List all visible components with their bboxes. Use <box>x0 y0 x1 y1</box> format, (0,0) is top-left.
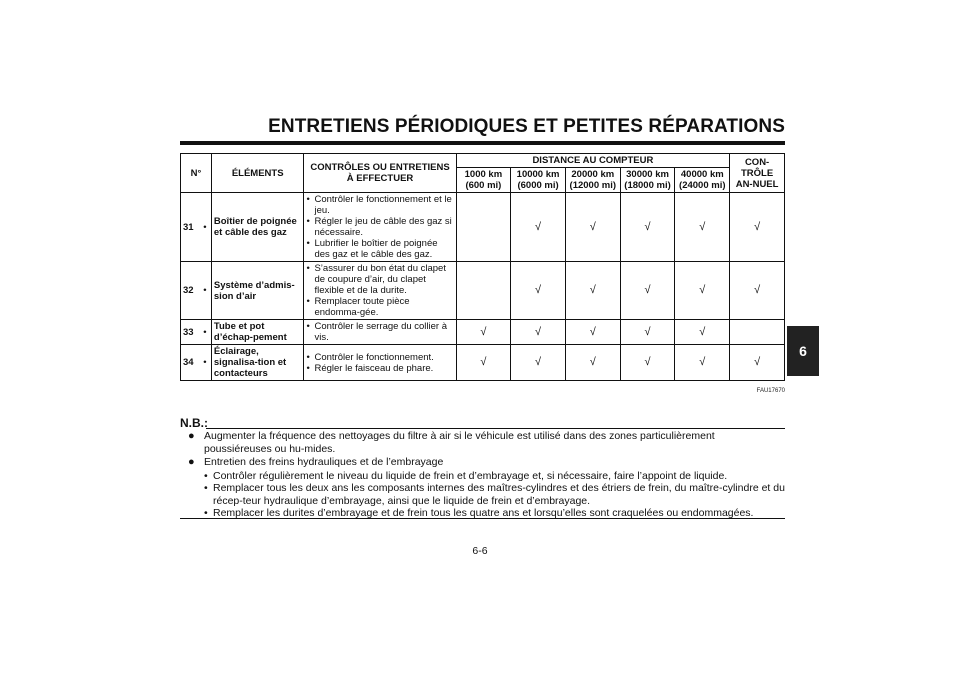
row-controls <box>304 320 456 345</box>
note-subitem-text: Remplacer les durites d’embrayage et de frein tous les quatre ans et lorsqu’elles sont craquelées ou endommagées. <box>213 507 754 519</box>
bullet-dot-icon: • <box>204 469 208 482</box>
col-header-elements: ÉLÉMENTS <box>211 154 304 193</box>
control-item: • Lubrifier le boîtier de poignée des gaz et le câble des gaz. <box>306 238 453 260</box>
note-subitem-text: Contrôler régulièrement le niveau du liquide de frein et d’embrayage et, si nécessaire, faire l’appoint de liquide. <box>213 469 728 482</box>
check-mark <box>456 262 511 320</box>
distance-mi: (24000 mi) <box>679 180 726 191</box>
notes-bottom-rule <box>180 518 785 519</box>
row-controls <box>304 193 456 262</box>
table-row <box>181 320 785 345</box>
controls-list <box>306 194 453 260</box>
notes-heading: N.B.: <box>180 416 208 430</box>
distance-mi: (6000 mi) <box>517 180 559 191</box>
distance-km: 10000 km <box>516 169 560 180</box>
table-row <box>181 345 785 381</box>
controls-list <box>306 263 453 318</box>
check-mark: √ <box>730 345 785 381</box>
distance-header <box>675 168 730 193</box>
check-mark: √ <box>620 262 675 320</box>
distance-km: 30000 km <box>626 169 669 180</box>
note-subitem <box>188 482 785 507</box>
check-mark: √ <box>565 193 620 262</box>
check-mark <box>730 320 785 345</box>
reference-code: FAU17670 <box>756 388 785 394</box>
table-row <box>181 262 785 320</box>
row-controls <box>304 345 456 381</box>
check-mark: √ <box>675 262 730 320</box>
notes-body <box>188 430 785 520</box>
check-mark: √ <box>456 320 511 345</box>
bullet-disc-icon: ● <box>188 430 195 442</box>
check-mark: √ <box>730 262 785 320</box>
controls-list <box>306 352 453 374</box>
notes-top-rule <box>206 428 785 429</box>
row-element: Tube et pot d’échap-pement <box>211 320 304 345</box>
check-mark: √ <box>675 345 730 381</box>
check-mark <box>456 193 511 262</box>
check-mark: √ <box>565 345 620 381</box>
row-element: Éclairage, signalisa-tion et contacteurs <box>211 345 304 381</box>
distance-header <box>620 168 675 193</box>
control-item: • Contrôler le fonctionnement. <box>306 352 453 363</box>
chapter-tab: 6 <box>787 326 819 376</box>
distance-header <box>565 168 620 193</box>
col-header-annual: CON-TRÔLE AN-NUEL <box>730 154 785 193</box>
check-mark: √ <box>675 193 730 262</box>
note-subitem-text: Remplacer tous les deux ans les composants internes des maîtres-cylindres et des étriers de frein, du maître-cylindre et du récep-teur hydraulique d’embrayage, ainsi que le liquide de frein et d’embrayage. <box>213 482 785 507</box>
row-element: Boîtier de poignée et câble des gaz <box>211 193 304 262</box>
distance-mi: (18000 mi) <box>624 180 671 191</box>
check-mark: √ <box>675 320 730 345</box>
distance-mi: (600 mi) <box>465 180 502 191</box>
bullet-dot-icon: • <box>204 482 208 494</box>
row-bullet: • <box>199 262 211 320</box>
distance-mi: (12000 mi) <box>569 180 617 191</box>
note-text: Augmenter la fréquence des nettoyages du filtre à air si le véhicule est utilisé dans des zones particulièrement poussiéreuses ou hu-mides. <box>204 430 715 455</box>
check-mark: √ <box>565 320 620 345</box>
row-element: Système d’admis-sion d’air <box>211 262 304 320</box>
table-row <box>181 193 785 262</box>
control-item: • S’assurer du bon état du clapet de coupure d’air, du clapet flexible et de la durite. <box>306 263 453 296</box>
check-mark: √ <box>565 262 620 320</box>
note-item <box>188 430 785 455</box>
check-mark: √ <box>511 262 566 320</box>
control-item: • Régler le faisceau de phare. <box>306 363 453 374</box>
bullet-disc-icon: ● <box>188 456 195 468</box>
control-item: • Régler le jeu de câble des gaz si nécessaire. <box>306 216 453 238</box>
col-header-num: N° <box>181 154 212 193</box>
distance-km: 1000 km <box>464 169 503 180</box>
row-bullet: • <box>199 345 211 381</box>
row-number: 32 <box>181 262 199 320</box>
distance-km: 20000 km <box>571 169 615 180</box>
note-text: Entretien des freins hydrauliques et de l’embrayage <box>204 456 444 468</box>
check-mark: √ <box>456 345 511 381</box>
row-bullet: • <box>199 193 211 262</box>
check-mark: √ <box>620 320 675 345</box>
row-controls <box>304 262 456 320</box>
controls-list <box>306 321 453 343</box>
control-item: • Contrôler le serrage du collier à vis. <box>306 321 453 343</box>
row-number: 31 <box>181 193 199 262</box>
check-mark: √ <box>620 345 675 381</box>
check-mark: √ <box>511 193 566 262</box>
row-bullet: • <box>199 320 211 345</box>
maintenance-table <box>180 153 785 381</box>
distance-km: 40000 km <box>680 169 724 180</box>
distance-header <box>456 168 511 193</box>
check-mark: √ <box>511 320 566 345</box>
row-number: 34 <box>181 345 199 381</box>
col-header-controls: CONTRÔLES OU ENTRETIENS À EFFECTUER <box>304 154 456 193</box>
note-item <box>188 456 785 469</box>
row-number: 33 <box>181 320 199 345</box>
check-mark: √ <box>511 345 566 381</box>
bullet-dot-icon: • <box>204 507 208 519</box>
col-header-distance: DISTANCE AU COMPTEUR <box>456 154 730 168</box>
table-body <box>181 193 785 381</box>
page-number: 6-6 <box>472 545 488 557</box>
page-title: ENTRETIENS PÉRIODIQUES ET PETITES RÉPARATIONS <box>268 116 785 137</box>
note-subitem <box>188 470 785 483</box>
title-rule <box>180 141 785 145</box>
check-mark: √ <box>620 193 675 262</box>
check-mark: √ <box>730 193 785 262</box>
distance-header <box>511 168 566 193</box>
control-item: • Contrôler le fonctionnement et le jeu. <box>306 194 453 216</box>
control-item: • Remplacer toute pièce endomma-gée. <box>306 296 453 318</box>
